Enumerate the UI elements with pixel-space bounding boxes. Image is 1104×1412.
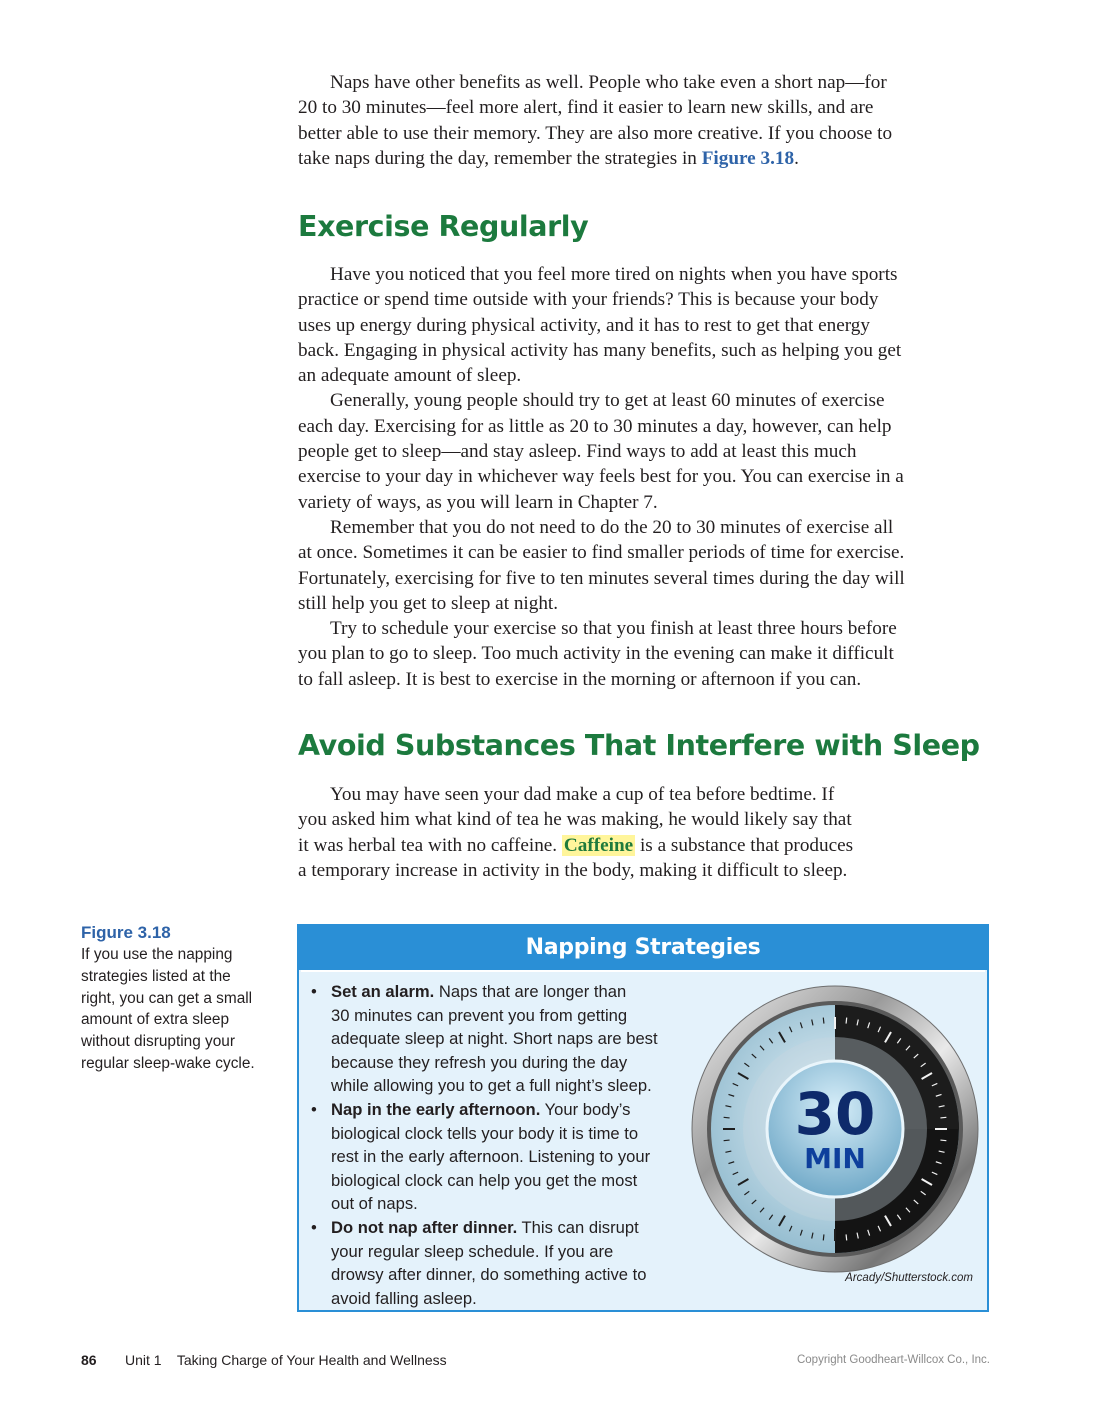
- tick-mark: [724, 1140, 730, 1141]
- bullet-icon: •: [311, 982, 317, 1001]
- text-line: biological clock tells your body it is time to: [331, 1123, 639, 1143]
- text-line: practice or spend time outside with your friends? This is because your body: [298, 289, 879, 311]
- tick-mark: [823, 1018, 824, 1024]
- text-line: 20 to 30 minutes—feel more alert, find it easier to learn new skills, and are: [298, 97, 874, 119]
- tip-text: Your body’s: [540, 1099, 631, 1119]
- text-line: [331, 1098, 691, 1122]
- caption-line: right, you can get a small: [81, 989, 253, 1007]
- text-line: back. Engaging in physical activity has many benefits, such as helping you get: [298, 339, 902, 361]
- tick-mark: [823, 1234, 824, 1240]
- intro-paragraph: [298, 70, 998, 171]
- timer-unit-label: MIN: [804, 1142, 866, 1175]
- text-line: [331, 1216, 691, 1240]
- paragraph: [298, 515, 998, 616]
- text-line: variety of ways, as you will learn in Chapter 7.: [298, 491, 658, 513]
- text-line: an adequate amount of sleep.: [298, 365, 522, 387]
- bullet-icon: •: [311, 1099, 317, 1119]
- tip-heading: Set an alarm.: [331, 982, 435, 1001]
- text-line: while allowing you to get a full night’s sleep.: [331, 1076, 652, 1096]
- text-line: Generally, young people should try to get at least 60 minutes of exercise: [330, 390, 885, 412]
- figure-label: Figure 3.18: [81, 923, 171, 942]
- tick-mark: [940, 1117, 946, 1118]
- text-line: avoid falling asleep.: [331, 1288, 477, 1308]
- tick-mark: [940, 1140, 946, 1141]
- paragraph: [298, 616, 998, 692]
- tip-text: This can disrupt: [517, 1217, 639, 1237]
- figure-body: [301, 970, 985, 1308]
- list-item: [311, 980, 691, 1098]
- list-item: [311, 1098, 691, 1216]
- tip-text: Naps that are longer than: [434, 982, 627, 1001]
- text-line: adequate sleep at night. Short naps are best: [331, 1029, 658, 1049]
- napping-strategies-figure: [297, 924, 989, 1312]
- text-line: Fortunately, exercising for five to ten minutes several times during the day will: [298, 567, 905, 589]
- text-line: drowsy after dinner, do something active to: [331, 1265, 647, 1285]
- text-line: still help you get to sleep at night.: [298, 592, 559, 614]
- tip-heading: Do not nap after dinner.: [331, 1217, 518, 1237]
- timer-number: 30: [794, 1080, 876, 1148]
- section-heading-exercise: Exercise Regularly: [298, 210, 589, 243]
- text-line: uses up energy during physical activity, and it has to rest to get that energy: [298, 314, 870, 336]
- tick-mark: [846, 1018, 847, 1024]
- exercise-section-body: [298, 262, 998, 692]
- text-line: to fall asleep. It is best to exercise in the morning or afternoon if you can.: [298, 668, 862, 690]
- text-line: Have you noticed that you feel more tired on nights when you have sports: [330, 264, 898, 285]
- photo-credit: Arcady/Shutterstock.com: [845, 1272, 973, 1284]
- list-item: [311, 1216, 691, 1310]
- caption-line: without disrupting your: [81, 1033, 235, 1051]
- text-line: rest in the early afternoon. Listening to your: [331, 1147, 651, 1167]
- glossary-term-caffeine[interactable]: Caffeine: [563, 834, 634, 856]
- figure-reference-link[interactable]: Figure 3.18: [701, 147, 795, 169]
- text-line: Naps have other benefits as well. People who take even a short nap—for: [330, 72, 887, 93]
- tick-mark: [724, 1117, 730, 1118]
- tip-heading: Nap in the early afternoon.: [331, 1099, 541, 1119]
- strategies-list: [311, 980, 691, 1310]
- text-line: [298, 146, 998, 171]
- text-line: each day. Exercising for as little as 20 to 30 minutes a day, however, can help: [298, 415, 892, 437]
- text-line: you plan to go to sleep. Too much activity in the evening can make it difficult: [298, 643, 894, 665]
- text-line: [331, 980, 691, 1004]
- figure-title: Napping Strategies: [299, 926, 987, 970]
- text-line: exercise to your day in whichever way feels best for you. You can exercise in a: [298, 466, 904, 488]
- text-fragment: take naps during the day, remember the strategies in: [298, 147, 702, 169]
- text-line: your regular sleep schedule. If you are: [331, 1241, 614, 1261]
- text-line: biological clock can help you get the most: [331, 1170, 638, 1190]
- caption-line: amount of extra sleep: [81, 1011, 230, 1029]
- page-number: 86: [81, 1352, 97, 1368]
- text-line: Try to schedule your exercise so that you finish at least three hours before: [330, 618, 897, 640]
- text-line: at once. Sometimes it can be easier to find smaller periods of time for exercise.: [298, 542, 905, 564]
- text-line: because they refresh you during the day: [331, 1052, 628, 1072]
- paragraph: [298, 782, 998, 883]
- text-line: [298, 833, 998, 858]
- text-line: you asked him what kind of tea he was making, he would likely say that: [298, 809, 852, 831]
- text-line: a temporary increase in activity in the body, making it difficult to sleep.: [298, 859, 848, 881]
- text-line: people get to sleep—and stay asleep. Find ways to add at least this much: [298, 441, 857, 463]
- avoid-section-body: [298, 782, 998, 883]
- text-line: You may have seen your dad make a cup of tea before bedtime. If: [330, 784, 835, 805]
- paragraph: [298, 262, 998, 388]
- text-line: Remember that you do not need to do the 20 to 30 minutes of exercise all: [330, 516, 894, 538]
- text-line: 30 minutes can prevent you from getting: [331, 1005, 628, 1025]
- figure-caption: [81, 922, 276, 1075]
- caption-line: strategies listed at the: [81, 967, 231, 985]
- text-line: out of naps.: [331, 1194, 418, 1214]
- text-fragment: .: [794, 147, 799, 169]
- paragraph: [298, 388, 998, 514]
- copyright-notice: Copyright Goodheart-Willcox Co., Inc.: [796, 1354, 990, 1366]
- paragraph-naps-benefits: [298, 70, 998, 171]
- caption-line: regular sleep-wake cycle.: [81, 1054, 255, 1072]
- text-fragment: it was herbal tea with no caffeine.: [298, 834, 562, 856]
- section-heading-avoid-substances: Avoid Substances That Interfere with Sleep: [298, 729, 980, 762]
- text-line: better able to use their memory. They are also more creative. If you choose to: [298, 122, 893, 144]
- stopwatch-timer-illustration: [690, 984, 980, 1274]
- bullet-icon: •: [311, 1217, 317, 1237]
- running-footer-title: Unit 1 Taking Charge of Your Health and Wellness: [125, 1352, 447, 1368]
- text-fragment: is a substance that produces: [635, 834, 854, 856]
- page-footer: [81, 1352, 990, 1372]
- tick-mark: [846, 1234, 847, 1240]
- figure-caption-text: [81, 944, 276, 1075]
- caption-line: If you use the napping: [81, 946, 233, 963]
